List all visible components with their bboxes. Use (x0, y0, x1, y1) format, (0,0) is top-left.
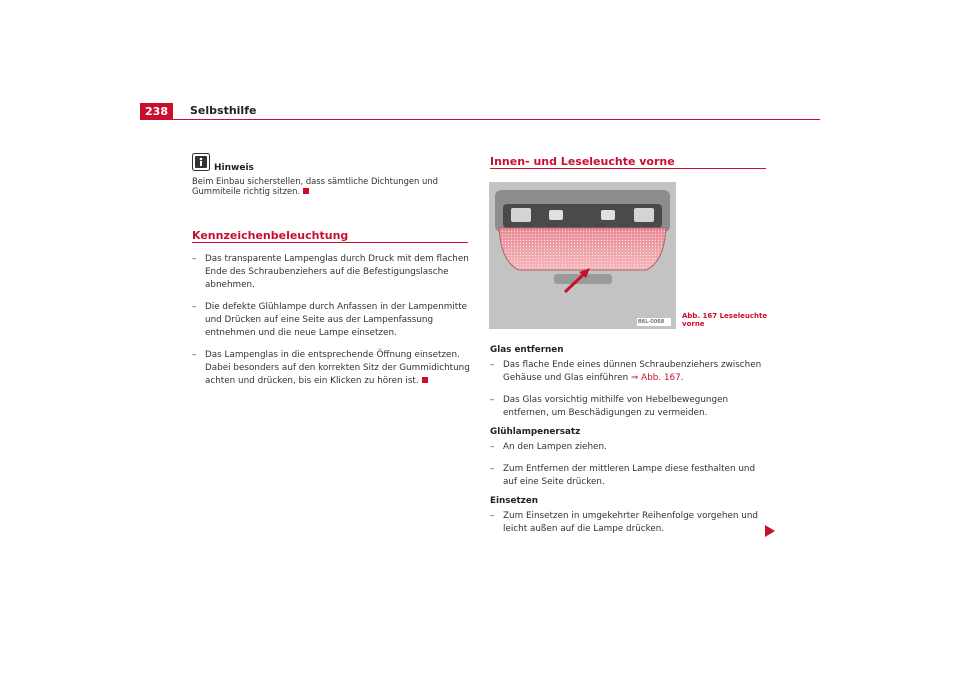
list-item (192, 349, 470, 388)
note-body: Beim Einbau sicherstellen, dass sämtliche Dichtungen und Gummiteile richtig sitzen. (192, 176, 438, 196)
dash-bullet: – (192, 254, 197, 264)
subheading-remove-glass: Glas entfernen (490, 345, 564, 355)
list-item (490, 441, 770, 454)
section-divider (192, 242, 468, 243)
step-text-end: . (680, 373, 684, 383)
dash-bullet: – (490, 360, 495, 370)
list-item (192, 301, 470, 340)
dash-bullet: – (192, 302, 197, 312)
step-text: An den Lampen ziehen. (503, 442, 607, 452)
step-text: Das flache Ende eines dünnen Schraubenziehers zwischen Gehäuse und Glas einführen (503, 360, 762, 383)
reading-light-illustration (489, 182, 676, 329)
list-item (490, 359, 770, 385)
section-heading-interior-light: Innen- und Leseleuchte vorne (490, 155, 675, 168)
bulb-replacement-steps (490, 441, 770, 498)
page-number (140, 103, 173, 119)
end-mark-icon (303, 188, 309, 194)
install-steps (490, 510, 770, 545)
step-text: Zum Einsetzen in umgekehrter Reihenfolge vorgehen und leicht außen auf die Lampe drücken. (503, 511, 758, 534)
section-divider (490, 168, 766, 169)
end-mark-icon (422, 377, 428, 383)
figure-reading-light (489, 182, 676, 329)
list-item (490, 463, 770, 489)
dash-bullet: – (490, 464, 495, 474)
figure-reference-link[interactable]: ⇒ Abb. 167 (631, 373, 681, 383)
step-text: Das transparente Lampenglas durch Druck mit dem flachen Ende des Schraubenziehers auf die Befestigungslasche abnehmen. (205, 254, 469, 290)
note-label: Hinweis (214, 163, 254, 173)
info-note-icon (192, 153, 210, 171)
remove-glass-steps (490, 359, 770, 429)
dash-bullet: – (490, 442, 495, 452)
figure-code: B6L-0068 (638, 319, 665, 325)
step-text: Das Lampenglas in die entsprechende Öffnung einsetzen. Dabei besonders auf den korrekten Sitz der Gummidichtung achten und drücken, bis ein Klicken zu hören ist. (205, 350, 470, 386)
license-steps-list (192, 253, 470, 397)
next-page-arrow-icon[interactable] (765, 525, 775, 537)
page-header-title: Selbsthilfe (190, 104, 257, 117)
list-item (192, 253, 470, 292)
dash-bullet: – (192, 350, 197, 360)
section-heading-license: Kennzeichenbeleuchtung (192, 229, 349, 242)
step-text: Zum Entfernen der mittleren Lampe diese festhalten und auf eine Seite drücken. (503, 464, 756, 487)
dash-bullet: – (490, 395, 495, 405)
note-text (192, 176, 472, 196)
list-item (490, 394, 770, 420)
subheading-bulb-replacement: Glühlampenersatz (490, 427, 581, 437)
header-divider (140, 119, 820, 120)
list-item (490, 510, 770, 536)
dash-bullet: – (490, 511, 495, 521)
figure-caption: Abb. 167 Leseleuchte vorne (682, 312, 768, 328)
page-number-text: 238 (145, 104, 168, 118)
step-text: Das Glas vorsichtig mithilfe von Hebelbewegungen entfernen, um Beschädigungen zu vermeiden. (503, 395, 729, 418)
subheading-install: Einsetzen (490, 496, 539, 506)
step-text: Die defekte Glühlampe durch Anfassen in der Lampenmitte und Drücken auf eine Seite aus der Lampenfassung entnehmen und die neue Lampe einsetzen. (205, 302, 468, 338)
